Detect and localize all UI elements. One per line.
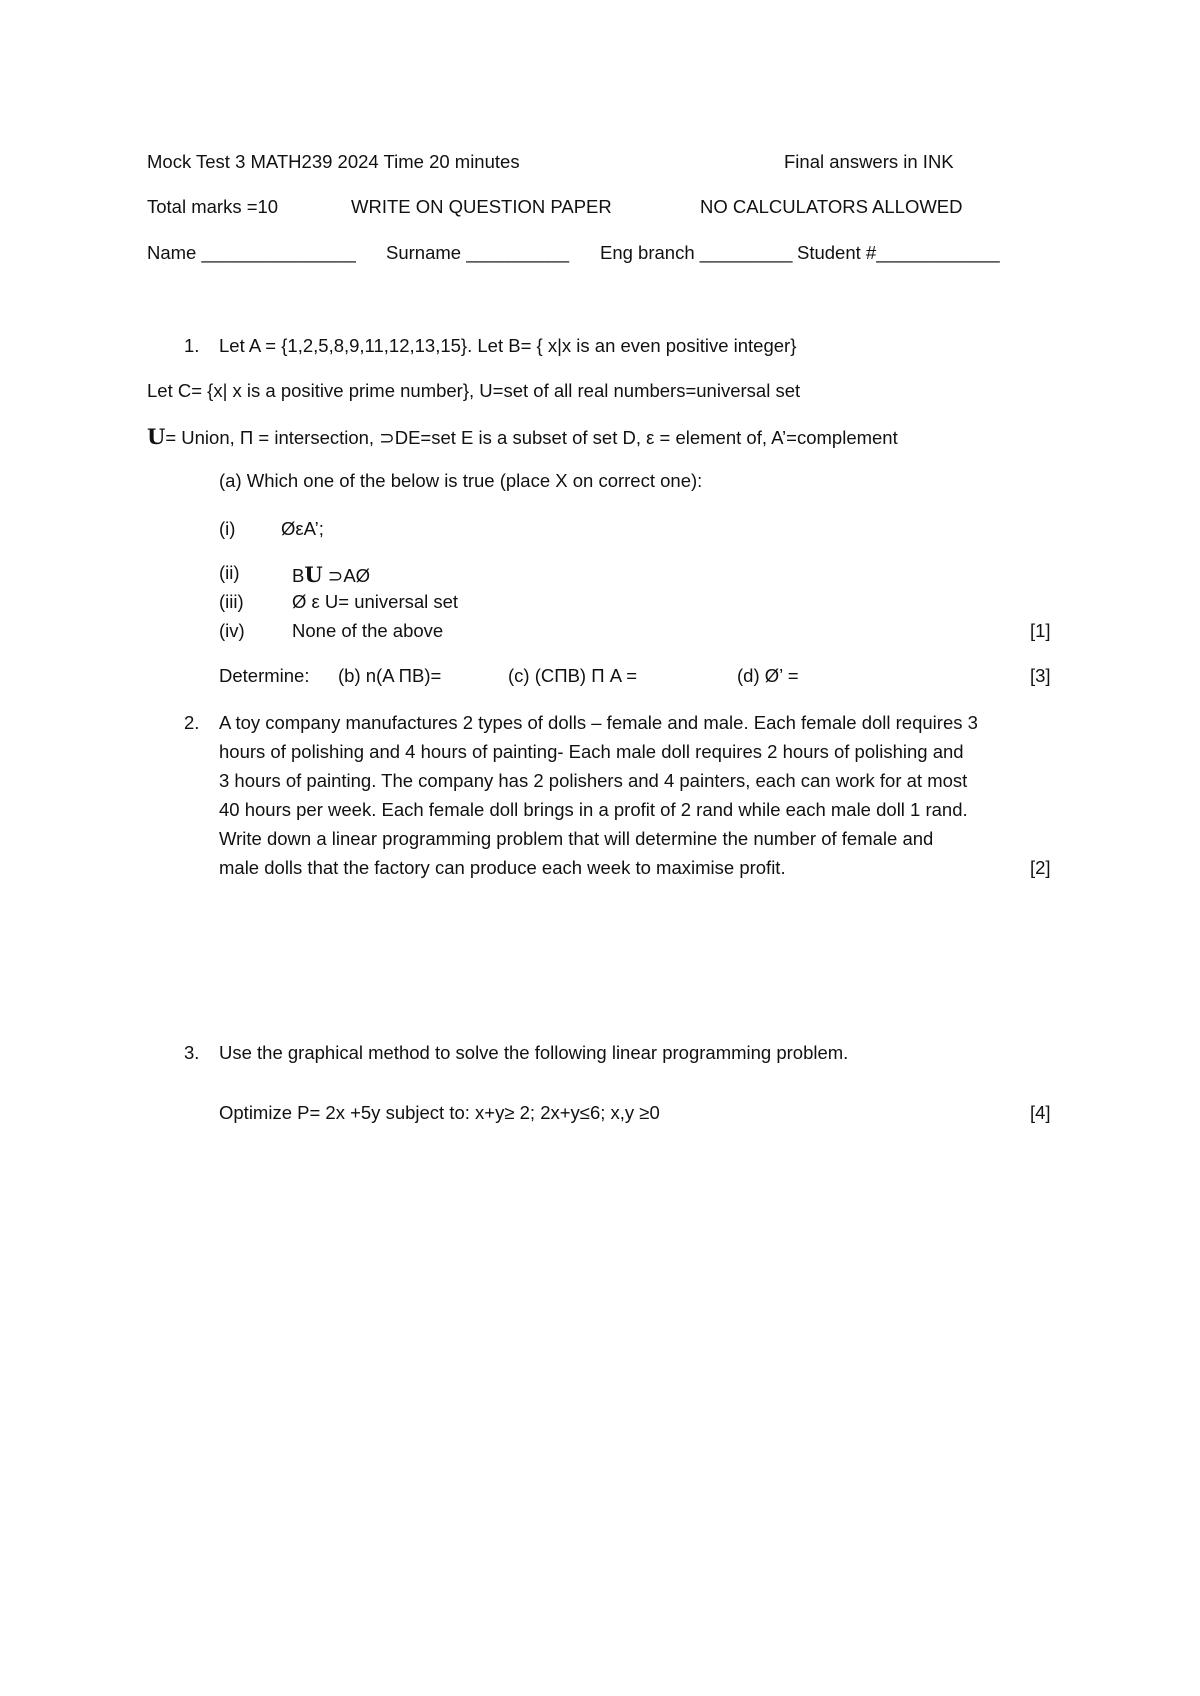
q1a-marks: [1] xyxy=(1030,620,1051,641)
name-field[interactable]: Name _______________ xyxy=(147,242,356,263)
option-i-text[interactable]: ØεA’; xyxy=(281,518,324,539)
q1-part-c: (c) (CΠB) Π A = xyxy=(508,665,637,686)
q3-optimize: Optimize P= 2x +5y subject to: x+y≥ 2; 2x+y≤6; x,y ≥0 xyxy=(219,1102,660,1123)
q3-marks: [4] xyxy=(1030,1102,1051,1123)
q1-part-a: (a) Which one of the below is true (place X on correct one): xyxy=(219,470,703,491)
option-iii-text[interactable]: Ø ε U= universal set xyxy=(292,591,459,612)
q1-part-d: (d) Ø’ = xyxy=(737,665,799,686)
option-ii-pre: B xyxy=(292,565,305,586)
union-symbol: U xyxy=(304,562,323,587)
q2-line: Write down a linear programming problem that will determine the number of female and xyxy=(219,828,934,849)
no-calculators-note: NO CALCULATORS ALLOWED xyxy=(700,196,963,217)
q2-line: hours of polishing and 4 hours of painting- Each male doll requires 2 hours of polishing and xyxy=(219,741,964,762)
q2-marks: [2] xyxy=(1030,857,1051,878)
q2-number: 2. xyxy=(184,712,200,733)
determine-label: Determine: xyxy=(219,665,310,686)
q1-notation-text: = Union, Π = intersection, ⊃DE=set E is a subset of set D, ε = element of, A’=complement xyxy=(165,427,898,448)
option-ii-text[interactable] xyxy=(292,564,370,586)
option-ii-post: ⊃AØ xyxy=(322,565,371,586)
option-i-label[interactable]: (i) xyxy=(219,518,236,539)
q3-text: Use the graphical method to solve the following linear programming problem. xyxy=(219,1042,849,1063)
option-ii-label[interactable]: (ii) xyxy=(219,562,240,583)
q1bcd-marks: [3] xyxy=(1030,665,1051,686)
total-marks: Total marks =10 xyxy=(147,196,279,217)
q1-part-b: (b) n(A ΠB)= xyxy=(338,665,442,686)
q3-number: 3. xyxy=(184,1042,200,1063)
option-iv-text[interactable]: None of the above xyxy=(292,620,444,641)
q2-line: 40 hours per week. Each female doll brings in a profit of 2 rand while each male doll 1 rand. xyxy=(219,799,968,820)
option-iii-label[interactable]: (iii) xyxy=(219,591,244,612)
q1-intro: Let A = {1,2,5,8,9,11,12,13,15}. Let B= { x|x is an even positive integer} xyxy=(219,335,797,356)
q2-line: A toy company manufactures 2 types of dolls – female and male. Each female doll requires 3 xyxy=(219,712,978,733)
q1-number: 1. xyxy=(184,335,200,356)
q1-c-definition: Let C= {x| x is a positive prime number}, U=set of all real numbers=universal set xyxy=(147,380,801,401)
surname-field[interactable]: Surname __________ xyxy=(386,242,570,263)
q2-line: 3 hours of painting. The company has 2 polishers and 4 painters, each can work for at most xyxy=(219,770,968,791)
q2-line: male dolls that the factory can produce each week to maximise profit. xyxy=(219,857,786,878)
student-number-field[interactable]: Student #____________ xyxy=(797,242,1000,263)
eng-branch-field[interactable]: Eng branch _________ xyxy=(600,242,793,263)
final-answers-note: Final answers in INK xyxy=(784,151,954,172)
test-title: Mock Test 3 MATH239 2024 Time 20 minutes xyxy=(147,151,520,172)
q1-notation xyxy=(147,426,898,448)
write-on-paper-note: WRITE ON QUESTION PAPER xyxy=(351,196,612,217)
union-symbol: U xyxy=(147,424,166,449)
option-iv-label[interactable]: (iv) xyxy=(219,620,245,641)
